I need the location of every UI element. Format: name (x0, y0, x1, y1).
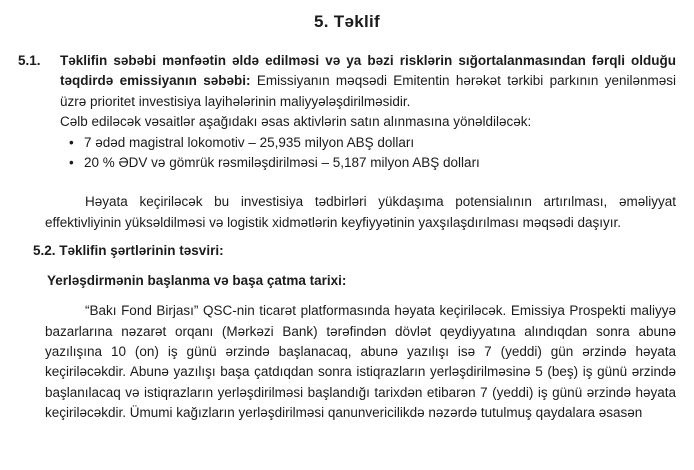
section-title: 5. Təklif (313, 12, 380, 31)
placement-procedure-paragraph: “Bakı Fond Birjası” QSC-nin ticarət platformasında həyata keçiriləcək. Emissiya Prospekti maliyyə bazarlarına nəzarət orqanı (Mərkəzi Bank) tərəfindən dövlət qeydiyyatına alındıqdan sonra abunə yazılışına 10 (on) iş günü ərzində başlanacaq, abunə yazılışı isə 7 (yeddi) gün ərzində həyata keçiriləcəkdir. Abunə yazılışı başa çatdıqdan sonra istiqrazların yerləşdirilməsinə 5 (beş) iş günü ərzində başlanılacaq və istiqrazların yerləşdirilməsi başlandığı tarixdən etibarən 7 (yeddi) iş günü ərzində həyata keçiriləcəkdir. Ümumi kağızların yerləşdirilməsi qanunvericilikdə nəzərdə tutulmuş qaydalara əsasən (45, 303, 676, 421)
placement-dates-subheading: Yerləşdirmənin başlanma və başa çatma tarixi: (47, 273, 347, 289)
clause-5-1-heading-paragraph (60, 51, 676, 112)
investment-purpose-paragraph: Həyata keçiriləcək bu investisiya tədbirləri yükdaşıma potensialının artırılması, əməliyyat effektivliyinin yüksəldilməsi və logistik xidmətlərin keyfiyyətinin yaxşılaşdırılması məqsədi daşıyır. (45, 194, 676, 230)
funds-allocation-intro: Cəlb ediləcək vəsaitlər aşağıdakı əsas aktivlərin satın alınmasına yönəldiləcək: (60, 114, 532, 130)
asset-list-item: • 7 ədəd magistral lokomotiv – 25,935 milyon ABŞ dolları (60, 133, 676, 153)
asset-purchase-list (60, 133, 676, 174)
clause-5-1-heading-regular-text: Emissiyanın məqsədi Emitentin hərəkət tərkibi parkının yenilənməsi üzrə prioritet investisiya layihələrinin maliyyələşdirilməsidir. (60, 73, 676, 109)
document-page (0, 12, 694, 470)
clause-5-1 (0, 51, 694, 173)
clause-5-1-body (60, 51, 676, 173)
asset-list-item: • 20 % ƏDV və gömrük rəsmiləşdirilməsi – 5,187 milyon ABŞ dolları (60, 153, 676, 173)
clause-5-1-heading-bold-text: Təklifin səbəbi mənfəətin əldə edilməsi və ya bəzi risklərin sığortalanmasından fərqli olduğu təqdirdə emissiyanın səbəbi: (60, 53, 676, 89)
clause-5-2-heading: 5.2. Təklifin şərtlərinin təsviri: (33, 243, 224, 259)
clause-5-1-number: 5.1. (18, 53, 41, 68)
